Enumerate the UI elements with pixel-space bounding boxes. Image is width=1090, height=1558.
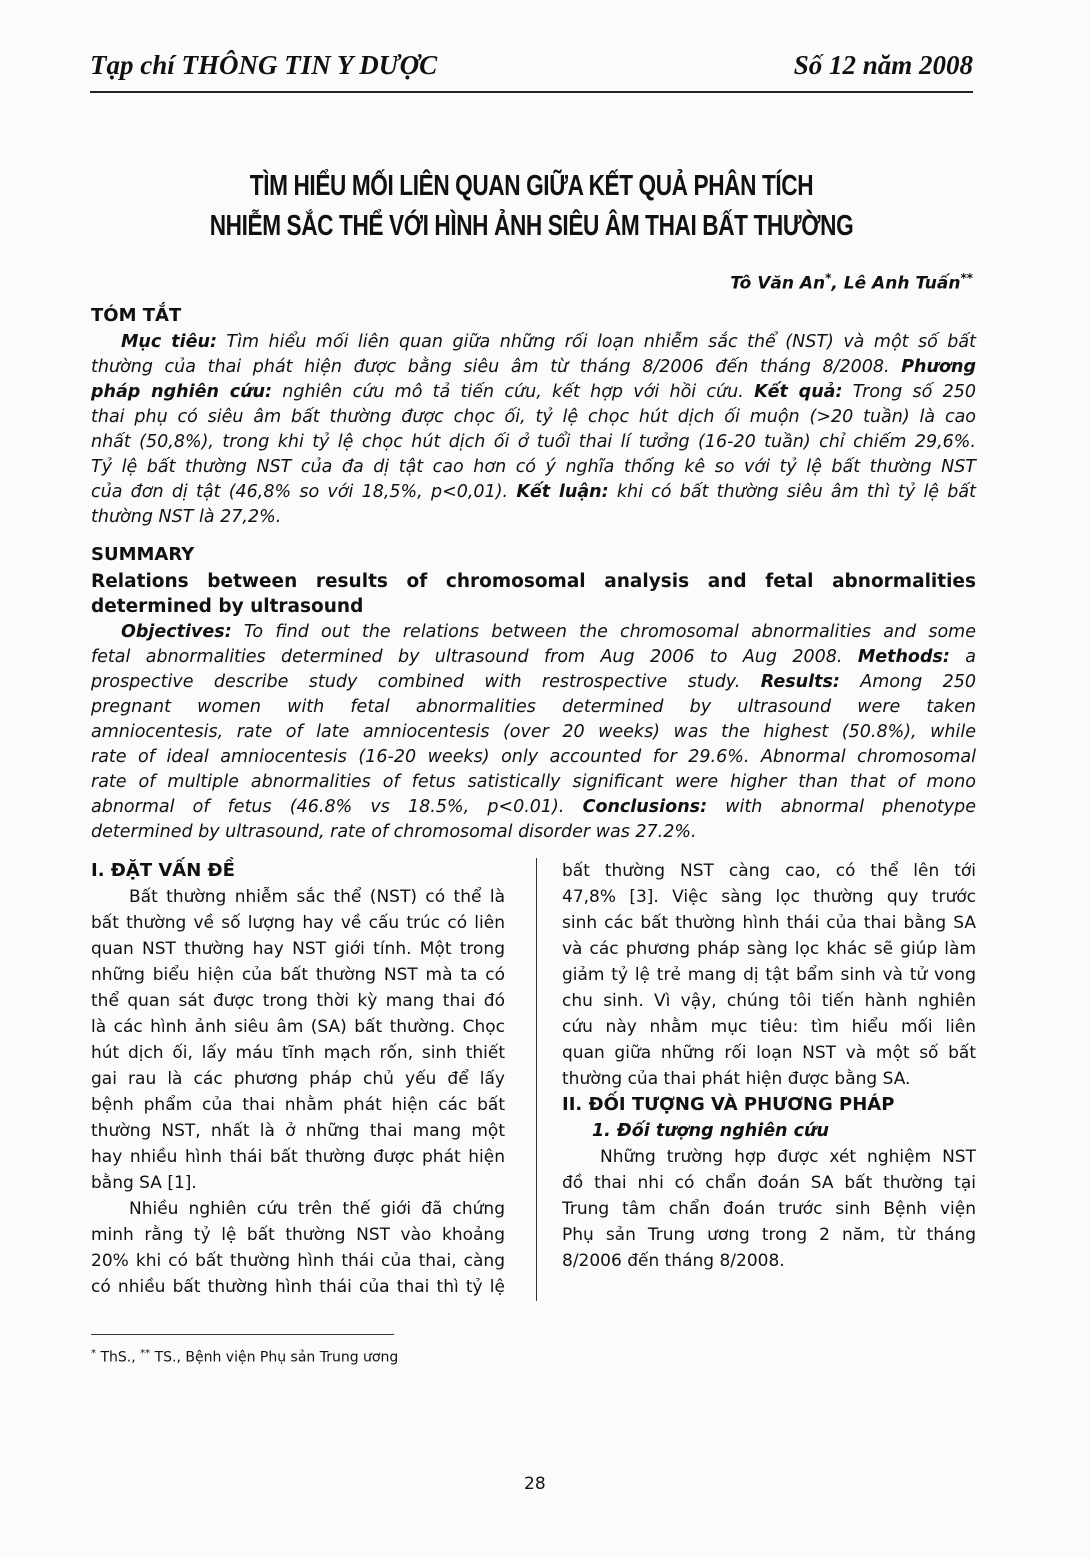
summary-title xyxy=(91,569,976,619)
left-para-1-line: bằng SA [1]. xyxy=(91,1173,197,1193)
tomtat-line xyxy=(91,330,976,355)
left-para-1-line: thể quan sát được trong thời kỳ mang thai đó xyxy=(91,991,505,1011)
abstract-text: Tìm hiểu mối liên quan giữa những rối loạn nhiễm sắc thể (NST) và một số bất xyxy=(216,332,976,352)
author-2: Lê Anh Tuấn xyxy=(843,273,961,294)
abstract-text: thai phụ có siêu âm bất thường được chọc ối, tỷ lệ chọc hút dịch ối muộn (>20 tuần) là cao xyxy=(91,407,976,427)
tomtat-heading: TÓM TẮT xyxy=(91,305,182,326)
left-para-1-line: hay nhiều hình thái bất thường được phát hiện xyxy=(91,1147,505,1167)
tomtat-line xyxy=(91,430,976,455)
tomtat-line xyxy=(91,405,976,430)
abstract-text: amniocentesis, rate of late amniocentesis (over 20 weeks) was the highest (50.8%), while xyxy=(91,722,976,742)
abstract-label: Objectives: xyxy=(121,622,232,642)
tomtat-body xyxy=(91,330,976,530)
summary-line xyxy=(91,820,976,845)
right-para-1-line: thường của thai phát hiện được bằng SA. xyxy=(562,1069,911,1089)
right-para-1-line: giảm tỷ lệ trẻ mang dị tật bẩm sinh và tử vong xyxy=(562,965,976,985)
right-para-2-line: Trung tâm chẩn đoán trước sinh Bệnh viện xyxy=(562,1199,976,1219)
summary-line xyxy=(91,620,976,645)
right-para-1-line: quan giữa những rối loạn NST và một số bất xyxy=(562,1043,976,1063)
summary-line xyxy=(91,795,976,820)
left-column xyxy=(91,858,505,1300)
abstract-text: thường NST là 27,2%. xyxy=(91,507,282,527)
abstract-text: nhất (50,8%), trong khi tỷ lệ chọc hút dịch ối ở tuổi thai lí tưởng (16-20 tuần) chỉ chiếm 29,6%. xyxy=(91,432,976,452)
left-para-1-line: Bất thường nhiễm sắc thể (NST) có thể là xyxy=(129,887,505,907)
left-para-1-line: gai rau là các phương pháp chủ yếu để lấy xyxy=(91,1069,505,1089)
abstract-label: Methods: xyxy=(857,647,950,667)
left-para-2-line: có nhiều bất thường hình thái của thai thì tỷ lệ xyxy=(91,1277,505,1297)
right-para-1-line: 47,8% [3]. Việc sàng lọc thường quy trước xyxy=(562,887,976,907)
tomtat-line xyxy=(91,505,976,530)
section-2-heading: II. ĐỐI TƯỢNG VÀ PHƯƠNG PHÁP xyxy=(562,1094,895,1115)
right-para-1-line: sinh các bất thường hình thái của thai bằng SA xyxy=(562,913,976,933)
summary-line xyxy=(91,670,976,695)
right-para-2-line: đồ thai nhi có chẩn đoán SA bất thường tại xyxy=(562,1173,976,1193)
right-para-1-line: và các phương pháp sàng lọc khác sẽ giúp làm xyxy=(562,939,976,959)
left-para-1-line: hút dịch ối, lấy máu tĩnh mạch rốn, sinh thiết xyxy=(91,1043,505,1063)
right-para-1-line: cứu này nhằm mục tiêu: tìm hiểu mối liên xyxy=(562,1017,976,1037)
right-column xyxy=(562,858,976,1274)
left-para-1-line: thường NST, nhất là ở những thai mang một xyxy=(91,1121,505,1141)
author-1: Tô Văn An xyxy=(730,273,826,294)
abstract-text: nghiên cứu mô tả tiến cứu, kết hợp với hồi cứu. xyxy=(272,382,755,402)
title-line-2: NHIỄM SẮC THỂ VỚI HÌNH ẢNH SIÊU ÂM THAI BẤT THƯỜNG xyxy=(209,210,854,242)
article-title xyxy=(187,166,876,246)
abstract-text: pregnant women with fetal abnormalities determined by ultrasound were taken xyxy=(91,697,976,717)
left-para-1-line: bất thường về số lượng hay về cấu trúc có liên xyxy=(91,913,505,933)
summary-line xyxy=(91,770,976,795)
subsection-heading: 1. Đối tượng nghiên cứu xyxy=(592,1121,829,1141)
abstract-text: prospective describe study combined with restrospective study. xyxy=(91,672,761,692)
abstract-label: pháp nghiên cứu: xyxy=(91,382,272,402)
right-para-2-line: Phụ sản Trung ương trong 2 năm, từ tháng xyxy=(562,1225,976,1245)
tomtat-line xyxy=(91,455,976,480)
left-para-2-line: minh rằng tỷ lệ bất thường NST vào khoảng xyxy=(91,1225,505,1245)
left-para-1-line: những biểu hiện của bất thường NST mà ta có xyxy=(91,965,505,985)
abstract-text: abnormal of fetus (46.8% vs 18.5%, p<0.01). xyxy=(91,797,583,817)
footnote-mark-2: ** xyxy=(140,1348,151,1359)
summary-body xyxy=(91,620,976,845)
abstract-label: Conclusions: xyxy=(582,797,708,817)
summary-line xyxy=(91,645,976,670)
abstract-text: rate of ideal amniocentesis (16-20 weeks) only accounted for 29.6%. Abnormal chromosomal xyxy=(91,747,976,767)
left-para-1-line: quan NST thường hay NST giới tính. Một trong xyxy=(91,939,505,959)
footnote-rule xyxy=(91,1334,394,1335)
abstract-text: Tỷ lệ bất thường NST của đa dị tật cao hơn có ý nghĩa thống kê so với tỷ lệ bất thường NST xyxy=(91,457,976,477)
summary-title-line-2: determined by ultrasound xyxy=(91,596,364,617)
issue-number: Số 12 năm 2008 xyxy=(793,50,973,80)
summary-title-line-1: Relations between results of chromosomal analysis and fetal abnormalities xyxy=(91,571,976,592)
abstract-label: Mục tiêu: xyxy=(121,332,217,352)
page-number: 28 xyxy=(524,1474,546,1494)
left-para-1-line: bệnh phẩm của thai nhằm phát hiện các bất xyxy=(91,1095,505,1115)
abstract-label: Phương xyxy=(901,357,976,377)
abstract-text: khi có bất thường siêu âm thì tỷ lệ bất xyxy=(608,482,976,502)
title-line-1: TÌM HIỂU MỐI LIÊN QUAN GIỮA KẾT QUẢ PHÂN TÍCH xyxy=(249,170,814,202)
abstract-label: Results: xyxy=(760,672,840,692)
footnote-mark-1: * xyxy=(91,1348,96,1359)
left-para-1-line: là các hình ảnh siêu âm (SA) bất thường. Chọc xyxy=(91,1017,505,1037)
author-separator: , xyxy=(831,273,844,294)
summary-line xyxy=(91,695,976,720)
column-divider xyxy=(536,858,537,1301)
footnote xyxy=(91,1348,398,1366)
right-para-2-line: Những trường hợp được xét nghiệm NST xyxy=(600,1147,976,1167)
abstract-text: a xyxy=(949,647,976,667)
abstract-text: thường của thai phát hiện được bằng siêu âm từ tháng 8/2006 đến tháng 8/2008. xyxy=(91,357,902,377)
abstract-label: Kết quả: xyxy=(754,382,843,402)
abstract-text: của đơn dị tật (46,8% so với 18,5%, p<0,01). xyxy=(91,482,517,502)
header-rule xyxy=(90,91,973,93)
journal-name: Tạp chí THÔNG TIN Y DƯỢC xyxy=(90,50,438,80)
abstract-text: rate of multiple abnormalities of fetus satistically significant were higher than that of mono xyxy=(91,772,976,792)
author-1-mark: * xyxy=(825,271,832,285)
abstract-text: Among 250 xyxy=(839,672,976,692)
author-2-mark: ** xyxy=(960,271,973,285)
abstract-label: Kết luận: xyxy=(516,482,609,502)
abstract-text: fetal abnormalities determined by ultrasound from Aug 2006 to Aug 2008. xyxy=(91,647,858,667)
left-para-2-line: Nhiều nghiên cứu trên thế giới đã chứng xyxy=(129,1199,505,1219)
abstract-text: To find out the relations between the chromosomal abnormalities and some xyxy=(231,622,976,642)
summary-heading: SUMMARY xyxy=(91,544,195,565)
right-para-1-line: bất thường NST càng cao, có thể lên tới xyxy=(562,861,976,881)
footnote-text-2: TS., Bệnh viện Phụ sản Trung ương xyxy=(150,1349,399,1366)
tomtat-line xyxy=(91,380,976,405)
footnote-text-1: ThS., xyxy=(96,1349,141,1366)
authors xyxy=(730,271,973,294)
section-1-heading: I. ĐẶT VẤN ĐỀ xyxy=(91,860,235,881)
right-para-2-line: 8/2006 đến tháng 8/2008. xyxy=(562,1251,785,1271)
summary-line xyxy=(91,745,976,770)
abstract-text: Trong số 250 xyxy=(842,382,976,402)
tomtat-line xyxy=(91,355,976,380)
abstract-text: with abnormal phenotype xyxy=(707,797,976,817)
abstract-text: determined by ultrasound, rate of chromosomal disorder was 27.2%. xyxy=(91,822,697,842)
tomtat-line xyxy=(91,480,976,505)
right-para-1-line: chu sinh. Vì vậy, chúng tôi tiến hành nghiên xyxy=(562,991,976,1011)
left-para-2-line: 20% khi có bất thường hình thái của thai, càng xyxy=(91,1251,505,1271)
summary-line xyxy=(91,720,976,745)
